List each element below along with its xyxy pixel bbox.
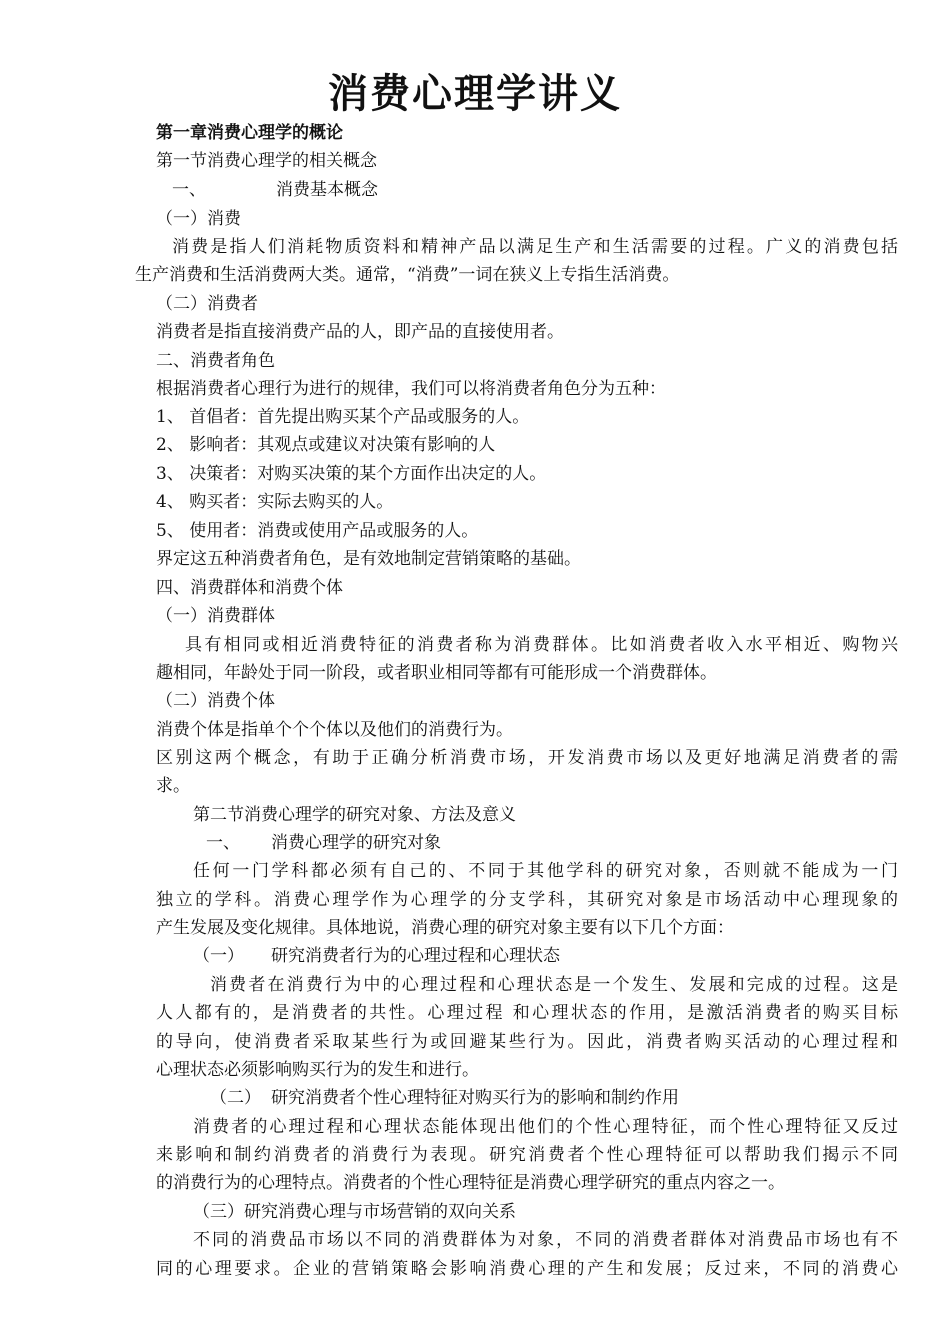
paragraph-line: 趣相同，年龄处于同一阶段，或者职业相同等都有可能形成一个消费群体。 — [156, 663, 717, 683]
chapter-heading: 第一章消费心理学的概论 — [156, 123, 343, 143]
subsection-heading: 二、消费者角色 — [156, 351, 275, 371]
paragraph-line: 界定这五种消费者角色，是有效地制定营销策略的基础。 — [156, 549, 581, 569]
list-number: （二） — [210, 1088, 261, 1108]
list-item: 3、 决策者：对购买决策的某个方面作出决定的人。 — [156, 464, 547, 484]
list-number: 一、 — [172, 180, 206, 200]
paragraph-line: 人人都有的，是消费者的共性。心理过程 和心理状态的作用，是激活消费者的购买目标 — [156, 1003, 898, 1023]
document-title: 消费心理学讲义 — [328, 71, 622, 117]
section-heading: 第二节消费心理学的研究对象、方法及意义 — [193, 805, 516, 825]
paragraph-line: 不同的消费品市场以不同的消费群体为对象，不同的消费者群体对消费品市场也有不 — [193, 1230, 898, 1250]
paragraph-line: 消费者的心理过程和心理状态能体现出他们的个性心理特征，而个性心理特征又反过 — [193, 1117, 898, 1137]
item-heading: 研究消费者个性心理特征对购买行为的影响和制约作用 — [271, 1088, 679, 1108]
paragraph-line: 任何一门学科都必须有自己的、不同于其他学科的研究对象，否则就不能成为一门 — [193, 861, 898, 881]
paragraph-line: 区别这两个概念，有助于正确分析消费市场，开发消费市场以及更好地满足消费者的需 — [156, 748, 898, 768]
paragraph-line: 独立的学科。消费心理学作为心理学的分支学科，其研究对象是市场活动中心理现象的 — [156, 890, 898, 910]
paragraph-line: 同的心理要求。企业的营销策略会影响消费心理的产生和发展；反过来，不同的消费心 — [156, 1259, 898, 1279]
item-heading: （二）消费者 — [156, 294, 258, 314]
section-heading: 第一节消费心理学的相关概念 — [156, 151, 377, 171]
item-heading: 研究消费者行为的心理过程和心理状态 — [271, 946, 560, 966]
subsection-heading: 消费基本概念 — [276, 180, 378, 200]
paragraph-line: 消费者是指直接消费产品的人，即产品的直接使用者。 — [156, 322, 564, 342]
paragraph-line: 来影响和制约消费者的消费行为表现。研究消费者个性心理特征可以帮助我们揭示不同 — [156, 1145, 898, 1165]
list-item: 2、 影响者：其观点或建议对决策有影响的人 — [156, 435, 496, 455]
paragraph-line: 心理状态必须影响购买行为的发生和进行。 — [156, 1060, 479, 1080]
item-heading: （二）消费个体 — [156, 691, 275, 711]
item-heading: （三）研究消费心理与市场营销的双向关系 — [193, 1202, 516, 1222]
list-item: 1、 首倡者：首先提出购买某个产品或服务的人。 — [156, 407, 530, 427]
subsection-heading: 消费心理学的研究对象 — [271, 833, 441, 853]
paragraph-line: 消费个体是指单个个个体以及他们的消费行为。 — [156, 720, 513, 740]
paragraph-line: 的消费行为的心理特点。消费者的个性心理特征是消费心理学研究的重点内容之一。 — [156, 1173, 785, 1193]
item-heading: （一）消费 — [156, 209, 241, 229]
paragraph-line: 的导向，使消费者采取某些行为或回避某些行为。因此，消费者购买活动的心理过程和 — [156, 1032, 898, 1052]
paragraph-line: 求。 — [156, 776, 190, 796]
paragraph-line: 消费者在消费行为中的心理过程和心理状态是一个发生、发展和完成的过程。这是 — [210, 975, 898, 995]
list-number: （一） — [193, 946, 244, 966]
paragraph-line: 根据消费者心理行为进行的规律，我们可以将消费者角色分为五种： — [156, 379, 666, 399]
paragraph-line: 产生发展及变化规律。具体地说，消费心理的研究对象主要有以下几个方面： — [156, 918, 734, 938]
list-item: 4、 购买者：实际去购买的人。 — [156, 492, 394, 512]
paragraph-line: 具有相同或相近消费特征的消费者称为消费群体。比如消费者收入水平相近、购物兴 — [185, 635, 898, 655]
item-heading: （一）消费群体 — [156, 606, 275, 626]
list-number: 一、 — [206, 833, 240, 853]
subsection-heading: 四、消费群体和消费个体 — [156, 578, 343, 598]
paragraph-line: 消费是指人们消耗物质资料和精神产品以满足生产和生活需要的过程。广义的消费包括 — [172, 237, 898, 257]
paragraph-line: 生产消费和生活消费两大类。通常，“消费”一词在狭义上专指生活消费。 — [135, 265, 680, 285]
list-item: 5、 使用者：消费或使用产品或服务的人。 — [156, 521, 479, 541]
